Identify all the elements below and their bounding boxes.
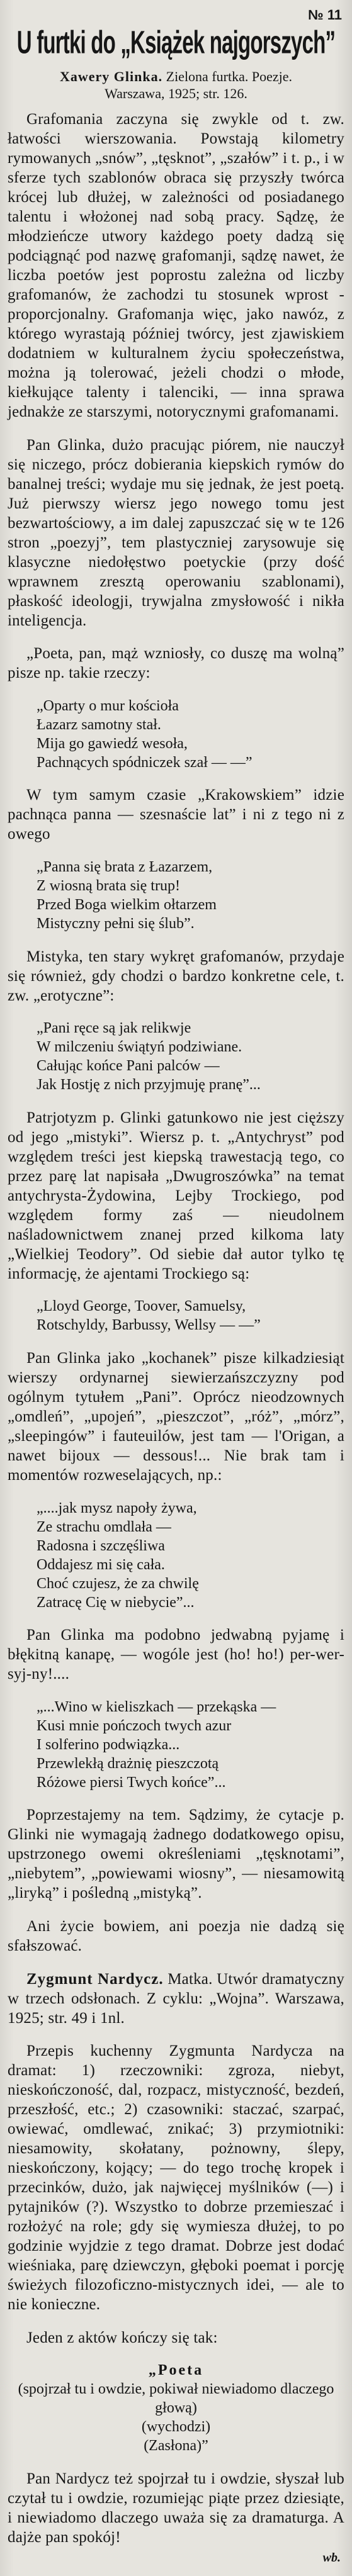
verse-line: Oddajesz mi się cała.: [37, 1556, 165, 1573]
verse-line: Choć czujesz, że za chwilę: [37, 1575, 199, 1592]
stage-direction: (wychodzi): [141, 2419, 211, 2436]
verse-line: Całując końce Pani palców —: [37, 1058, 220, 1075]
verse-line: Różowe piersi Twych końce”...: [37, 1774, 226, 1791]
verse-line: „Panna się brata z Łazarzem,: [37, 858, 213, 875]
verse-line: Mistyczny pełni się ślub”.: [37, 915, 195, 932]
review-paragraph: Patrjotyzm p. Glinki gatunkowo nie jest cięższy od jego „mistyki”. Wiersz p. t. „Antychryst” pod względem treści jest kiepską trawestacją tego, co przez parę lat napisała „Dwugroszówka” na temat antychrysta-Żydowina, Lejby Trockiego, pod względem formy zaś — nieudolnem naśladownictwem znanej przed kilkoma laty „Wielkiej Teodory”. Od siebie dał autor tylko tę informację, że ajentami Trockiego są:: [8, 1109, 344, 1282]
verse-line: Przed Boga wielkim ołtarzem: [37, 896, 217, 913]
review-paragraph: Pan Glinka ma podobno jedwabną pyjamę i błękitną kanapę, — wogóle jest (ho! ho!) per-wer-syj-ny!....: [8, 1627, 344, 1683]
verse-line: „Lloyd George, Toover, Samuelsy,: [37, 1298, 246, 1315]
verse-line: „Pani ręce są jak relikwje: [37, 1020, 191, 1037]
verse-line: Kusi mnie pończoch twych azur: [37, 1717, 232, 1734]
book-author: Zygmunt Nardycz.: [26, 1970, 164, 1988]
verse-line: Pachnących spódniczek szał — —”: [37, 754, 253, 771]
review-paragraph: Poprzestajemy na tem. Sądzimy, że cytacje p. Glinki nie wymagają żadnego dodatkowego opisu, upstrzonego owemi określeniami „tęsknotami”, „niebytem”, „powiewami wiosny”, — niesamowitą „liryką” i pośledną „mistyką”.: [8, 1806, 344, 1902]
book-author: Xawery Glinka.: [60, 69, 163, 84]
author-signature: wb.: [322, 2551, 341, 2565]
verse-line: Mija go gawiedź wesoła,: [37, 735, 188, 752]
review-paragraph: W tym samym czasie „Krakowskiem” idzie pachnąca panna — szesnaście lat” i ni z tego ni z owego: [8, 787, 344, 843]
second-review-heading: [8, 1969, 344, 2028]
book-details: Matka. Utwór dramatyczny w trzech odsłonach. Z cyklu: „Wojna”. Warszawa, 1925; str. 49 i 1nl.: [8, 1970, 344, 2027]
verse-line: „Oparty o mur kościoła: [37, 697, 179, 714]
book-title: Zielona furtka. Poezje.: [166, 69, 292, 84]
review-paragraph: Pan Glinka, dużo pracując piórem, nie nauczył się niczego, prócz dobierania kiepskich rymów do banalnej treści; wydaje mu się jednak, że jest poetą. Już pierwszy wiersz jego nowego tomu jest bezwartościowy, a im dalej zapuszczać się w te 126 stron „poezyj”, tem plastyczniej zarysowuje się klasyczne niedołęstwo poetyckie (przy dość wprawnem zresztą operowaniu szablonami), płaskość ideologji, trywjalna zmysłowość i nikła inteligencja.: [8, 436, 344, 629]
verse-line: I solferino podwiązka...: [37, 1736, 180, 1753]
stage-speaker: „Poeta: [148, 2362, 204, 2379]
verse-line: Z wiosną brata się trup!: [37, 877, 180, 894]
review-paragraph: Ani życie bowiem, ani poezja nie dadzą się sfałszować.: [8, 1917, 344, 1954]
quoted-verse: [8, 1019, 344, 1094]
verse-line: Radosna i szczęśliwa: [37, 1537, 165, 1554]
quoted-verse: [8, 1698, 344, 1792]
issue-number: № 11: [308, 7, 342, 23]
verse-line: „...Wino w kieliszkach — przekąska —: [37, 1698, 276, 1715]
headline: U furtki do „Książek najgorszych”: [16, 24, 336, 60]
quoted-stage-direction: [8, 2361, 344, 2455]
quoted-verse: [8, 697, 344, 772]
review-paragraph: Grafomania zaczyna się zwykle od t. zw. łatwości wierszowania. Powstają kilometry rymowanych „snów”, „tęsknot”, „szałów” i t. p., i w sferze tych szablonów obraca się przyszły twórca krócej lub dłużej, w zależności od posiadanego talentu i włożonej nad sobą pracy. Sądzę, że młodzieńcze utwory każdego poety dadzą się podciągnąć pod nazwę grafomanji, sądzę nawet, że liczba poetów jest poprostu zależna od liczby grafomanów, że zachodzi tu stosunek wprost - proporcjonalny. Grafomanja więc, jako nawóz, z którego wyrastają później twórcy, jest zjawiskiem dodatniem w kulturalnem życiu społeczeństwa, można ją tolerować, jeżeli chodzi o młode, kiełkujące talenty i talenciki, — inna sprawa jednakże ze starszymi, notorycznymi grafomanami.: [8, 111, 344, 420]
quoted-verse: [8, 1297, 344, 1335]
bibliographic-line: [8, 68, 344, 85]
verse-line: Zatracę Cię w niebycie”...: [37, 1594, 195, 1611]
review-paragraph: Przepis kuchenny Zygmunta Nardycza na dramat: 1) rzeczowniki: zgroza, niebyt, nieskończoność, dal, rozpacz, mistyczność, bezdeń, przeszłość, etc.; 2) czasowniki: staczać, szarpać, owiewać, omdlewać, znikać; 3) przymiotniki: niesamowity, skołatany, pożnowny, ślepy, nieskończony, kojący; — do tego trochę kropek i przecinków, dużo, jak najwięcej myślników (—) i pytajników (?). Wszystko to dobrze przemieszać i rozłożyć na role; gdy się wymiesza dłużej, to po godzinie wyjdzie z tego dramat. Dobrze jest dodać wieśniaka, parę dziewczyn, głęboki poemat i porcję świeżych filozoficzno-mistycznych idei, — ale to nie konieczne.: [8, 2042, 344, 2314]
review-paragraph: Jeden z aktów kończy się tak:: [26, 2329, 218, 2346]
headline-container: [8, 24, 344, 63]
quoted-verse: [8, 858, 344, 933]
publication-info: Warszawa, 1925; str. 126.: [105, 86, 247, 101]
article-body: [8, 109, 344, 2547]
verse-line: W milczeniu świątyń podziwiane.: [37, 1039, 242, 1056]
review-paragraph: Pan Glinka jako „kochanek” pisze kilkadziesiąt wierszy ordynarnej siewierzańszczyzny pod ogólnym tytułem „Pani”. Oprócz nieodzownych „omdleń”, „upojeń”, „pieszczot”, „róż”, „mórz”, „sleepingów” i fauteuilów, jest tam — l'Origan, a nawet bijoux — dessous!... Nie brak tam i momentów rozweselających, np.:: [8, 1349, 344, 1484]
stage-direction: (spojrzał tu i owdzie, pokiwał niewiadomo dlaczego głową): [18, 2381, 334, 2417]
quoted-verse: [8, 1499, 344, 1612]
verse-line: Rotschyldy, Barbussy, Wellsy — —”: [37, 1317, 261, 1334]
review-bibliographic-note: [8, 68, 344, 102]
verse-line: Łazarz samotny stał.: [37, 716, 161, 733]
stage-direction: (Zasłona)”: [144, 2438, 208, 2455]
verse-line: Ze strachu omdlała —: [37, 1518, 171, 1535]
review-paragraph: Mistyka, ten stary wykręt grafomanów, przydaje się również, gdy chodzi o bardzo konkretne cele, t. zw. „erotyczne”:: [8, 948, 344, 1004]
review-paragraph: Pan Nardycz też spojrzał tu i owdzie, słyszał lub czytał tu i owdzie, rozumiejąc piąte przez dziesiąte, i niewiadomo dlaczego uważa się za dramaturga. A dajże pan spokój!: [8, 2470, 344, 2546]
verse-line: „....jak mysz napoły żywa,: [37, 1499, 197, 1516]
review-paragraph: „Poeta, pan, mąż wzniosły, co duszę ma wolną” pisze np. takie rzeczy:: [8, 645, 344, 682]
verse-line: Przewlekłą drażnię pieszczotą: [37, 1755, 219, 1772]
verse-line: Jak Hostję z nich przyjmuję pranę”...: [37, 1077, 261, 1094]
